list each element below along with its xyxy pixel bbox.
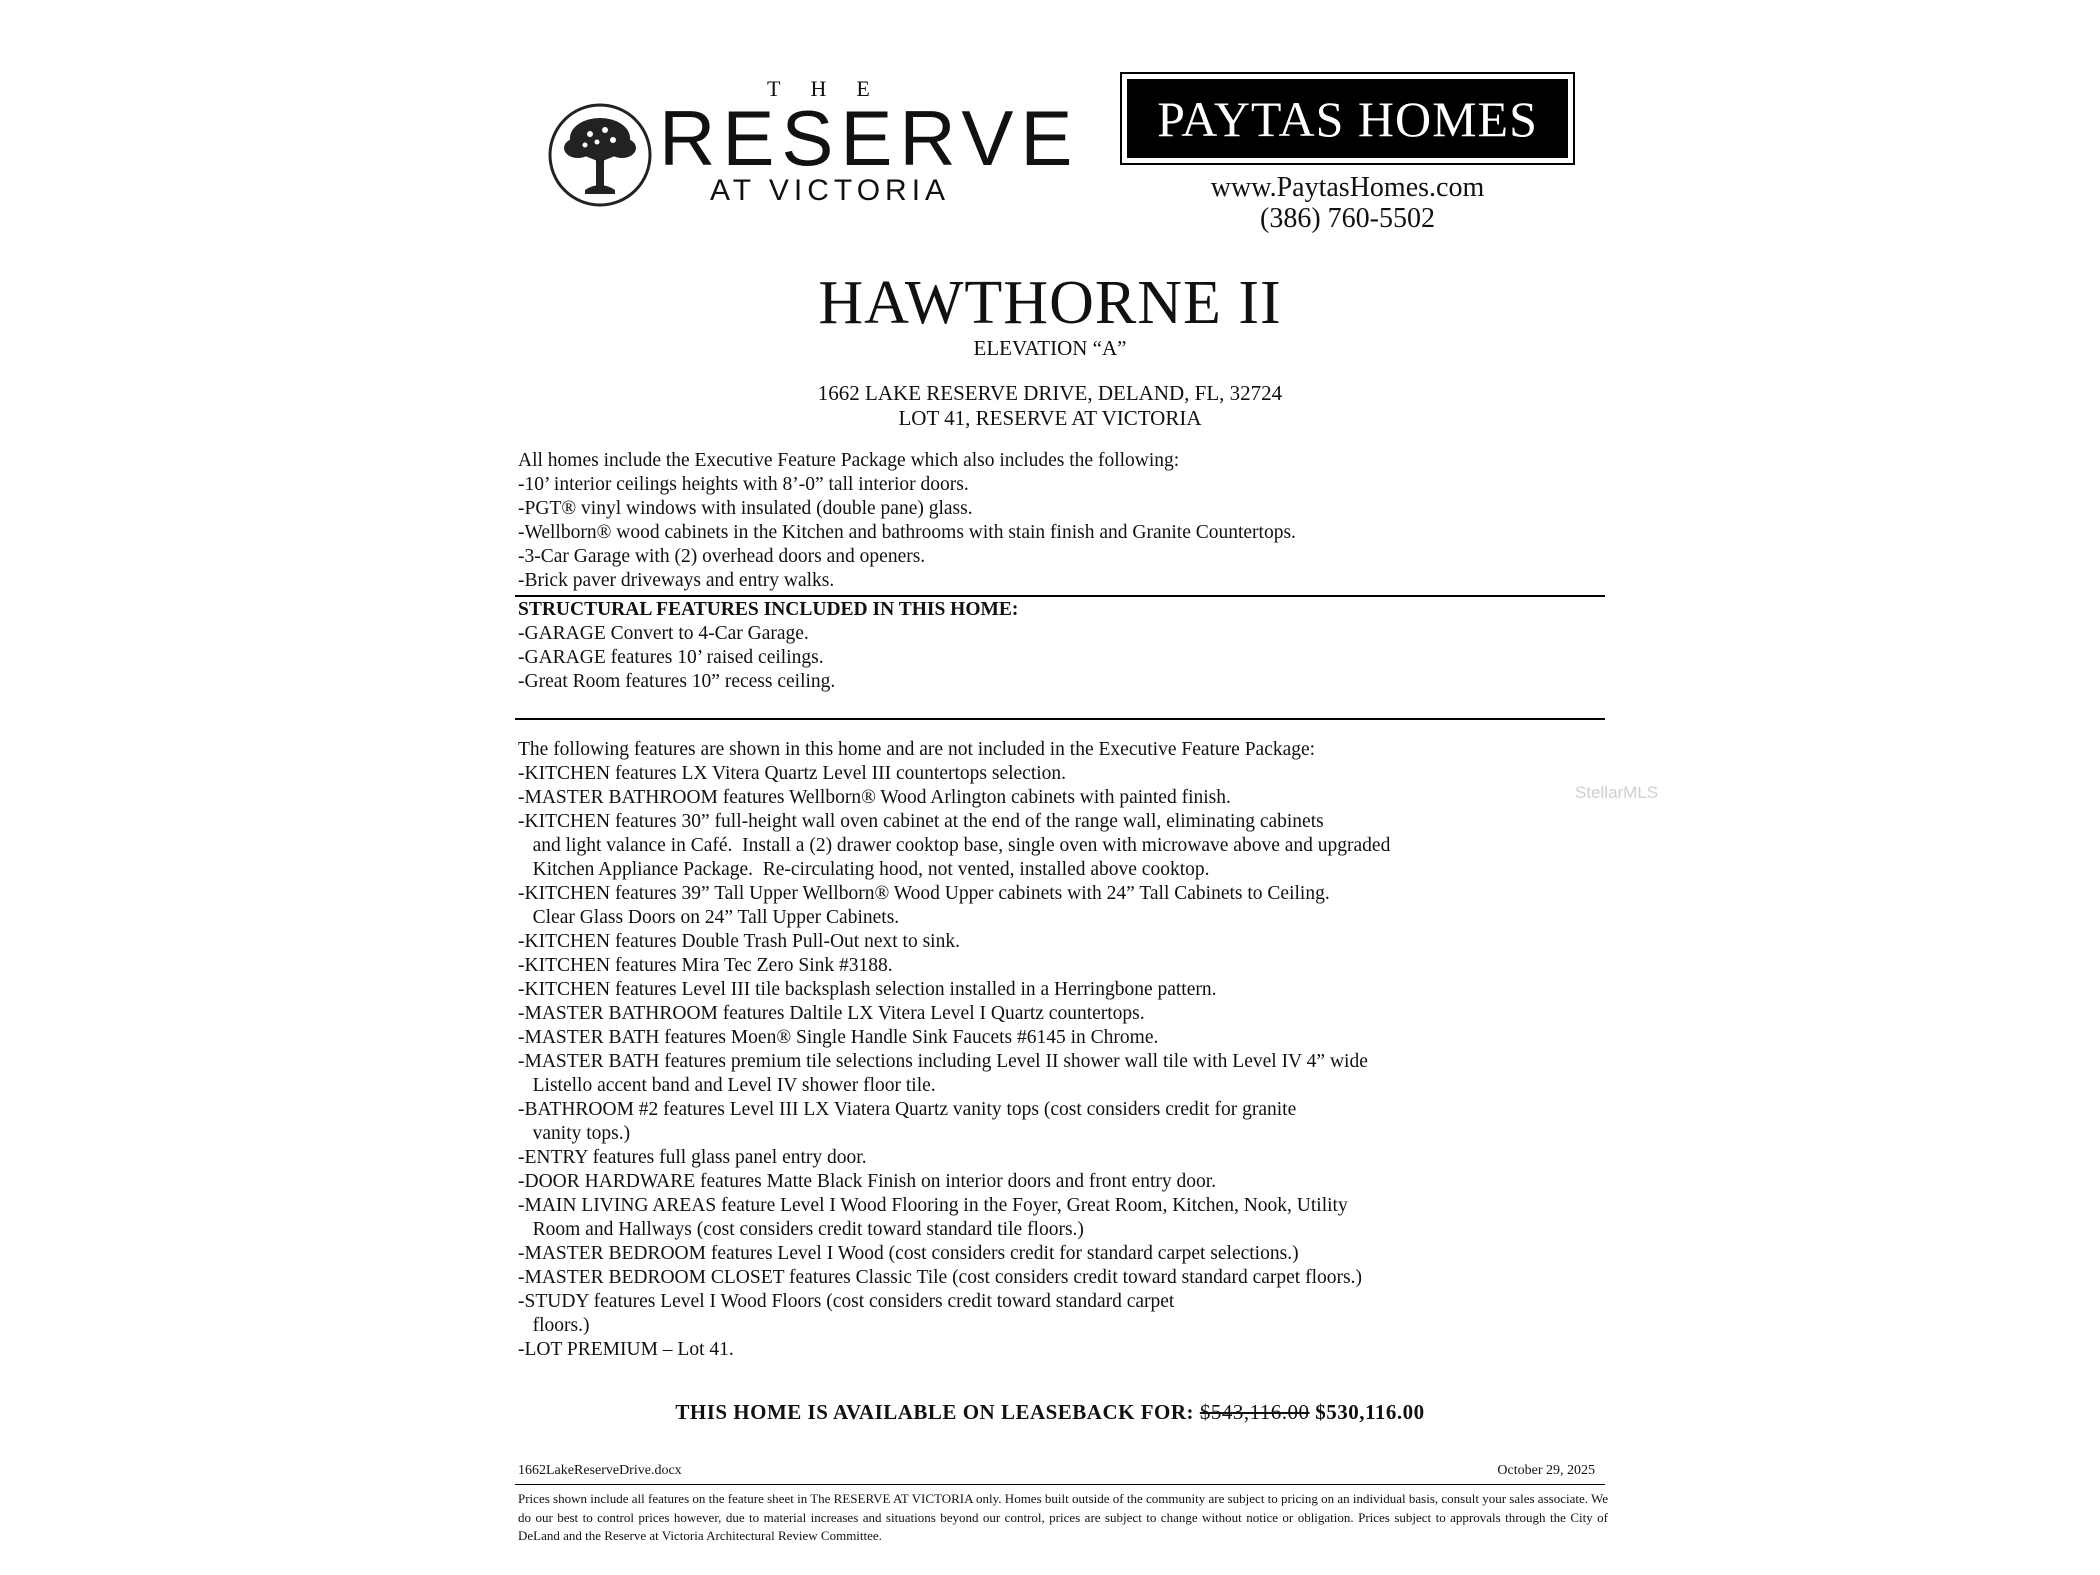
executive-item: -Wellborn® wood cabinets in the Kitchen and bathrooms with stain finish and Granite Countertops. [518, 522, 1296, 543]
page-title: HAWTHORNE II [818, 269, 1282, 337]
feature-line: Kitchen Appliance Package. Re-circulating hood, not vented, installed above cooktop. [518, 859, 1210, 880]
address: 1662 LAKE RESERVE DRIVE, DELAND, FL, 32724 [817, 381, 1283, 405]
reserve-logo-at-victoria: AT VICTORIA [710, 174, 951, 207]
feature-line: Clear Glass Doors on 24” Tall Upper Cabinets. [518, 907, 900, 928]
section-divider [515, 595, 1605, 597]
document-date: October 29, 2025 [1497, 1463, 1595, 1478]
feature-line: -BATHROOM #2 features Level III LX Viatera Quartz vanity tops (cost considers credit for granite [518, 1099, 1297, 1120]
feature-line: -KITCHEN features LX Vitera Quartz Level III countertops selection. [518, 763, 1067, 784]
feature-line: -KITCHEN features Mira Tec Zero Sink #3188. [518, 955, 893, 976]
feature-line: floors.) [518, 1315, 590, 1336]
reserve-at-victoria-logo [545, 70, 1080, 210]
feature-line: -DOOR HARDWARE features Matte Black Finish on interior doors and front entry door. [518, 1171, 1217, 1192]
website-link[interactable]: www.PaytasHomes.com [1210, 172, 1485, 203]
feature-line: -MASTER BATH features premium tile selections including Level II shower wall tile with Level IV 4” wide [518, 1051, 1368, 1072]
executive-item: -10’ interior ceilings heights with 8’-0” tall interior doors. [518, 474, 969, 495]
feature-line: -MASTER BATHROOM features Daltile LX Vitera Level I Quartz countertops. [518, 1003, 1145, 1024]
executive-intro: All homes include the Executive Feature Package which also includes the following: [518, 450, 1180, 471]
structural-heading: STRUCTURAL FEATURES INCLUDED IN THIS HOME: [518, 599, 1019, 620]
section-divider [515, 718, 1605, 720]
tree-emblem-icon [545, 100, 655, 210]
feature-line: -KITCHEN features 30” full-height wall oven cabinet at the end of the range wall, eliminating cabinets [518, 811, 1324, 832]
feature-line: -ENTRY features full glass panel entry door. [518, 1147, 867, 1168]
feature-line: -MASTER BATH features Moen® Single Handle Sink Faucets #6145 in Chrome. [518, 1027, 1159, 1048]
executive-item: -PGT® vinyl windows with insulated (double pane) glass. [518, 498, 973, 519]
feature-line: -MASTER BEDROOM features Level I Wood (cost considers credit for standard carpet selections.) [518, 1243, 1299, 1264]
structural-item: -GARAGE Convert to 4-Car Garage. [518, 623, 809, 644]
pricing-disclaimer: Prices shown include all features on the feature sheet in The RESERVE AT VICTORIA only. Homes built outside of the community are subject to pricing on an individual basis, consult your sales associate. We do our best to control prices however, due to material increases and situations beyond our control, prices are subject to change without notice or obligation. Prices subject to approvals through the City of DeLand and the Reserve at Victoria Architectural Review Committee. [518, 1491, 1608, 1544]
feature-line: -KITCHEN features Double Trash Pull-Out next to sink. [518, 931, 960, 952]
leaseback-price [0, 1400, 2100, 1425]
leaseback-label: THIS HOME IS AVAILABLE ON LEASEBACK FOR: [675, 1400, 1195, 1424]
feature-line: Listello accent band and Level IV shower floor tile. [518, 1075, 936, 1096]
old-price: $543,116.00 [1199, 1400, 1310, 1424]
footer-divider [515, 1484, 1605, 1485]
feature-line: -LOT PREMIUM – Lot 41. [518, 1339, 734, 1360]
feature-line: and light valance in Café. Install a (2) drawer cooktop base, single oven with microwave above and upgraded [518, 835, 1391, 856]
lot-label: LOT 41, RESERVE AT VICTORIA [898, 406, 1202, 430]
executive-item: -3-Car Garage with (2) overhead doors and openers. [518, 546, 926, 567]
feature-line: -KITCHEN features 39” Tall Upper Wellborn® Wood Upper cabinets with 24” Tall Cabinets to Ceiling. [518, 883, 1330, 904]
feature-line: -MASTER BEDROOM CLOSET features Classic Tile (cost considers credit toward standard carpet floors.) [518, 1267, 1362, 1288]
structural-item: -Great Room features 10” recess ceiling. [518, 671, 836, 692]
feature-line: -MAIN LIVING AREAS feature Level I Wood Flooring in the Foyer, Great Room, Kitchen, Nook, Utility [518, 1195, 1348, 1216]
feature-line: -STUDY features Level I Wood Floors (cost considers credit toward standard carpet [518, 1291, 1175, 1312]
features-intro: The following features are shown in this home and are not included in the Executive Feature Package: [518, 739, 1316, 760]
executive-item: -Brick paver driveways and entry walks. [518, 570, 835, 591]
reserve-logo-wordmark: RESERVE [659, 94, 1080, 182]
paytas-homes-logo [1120, 72, 1575, 165]
mls-watermark: StellarMLS [1575, 783, 1659, 802]
structural-item: -GARAGE features 10’ raised ceilings. [518, 647, 824, 668]
phone-number: (386) 760-5502 [1260, 203, 1435, 234]
feature-line: Room and Hallways (cost considers credit toward standard tile floors.) [518, 1219, 1084, 1240]
document-filename: 1662LakeReserveDrive.docx [518, 1463, 682, 1478]
feature-line: -KITCHEN features Level III tile backsplash selection installed in a Herringbone pattern. [518, 979, 1217, 1000]
feature-line: -MASTER BATHROOM features Wellborn® Wood Arlington cabinets with painted finish. [518, 787, 1231, 808]
new-price: $530,116.00 [1315, 1400, 1425, 1424]
feature-line: vanity tops.) [518, 1123, 631, 1144]
paytas-homes-logo-text: PAYTAS HOMES [1127, 79, 1568, 158]
reserve-logo-the: THE [767, 76, 900, 101]
elevation-label: ELEVATION “A” [973, 336, 1127, 360]
